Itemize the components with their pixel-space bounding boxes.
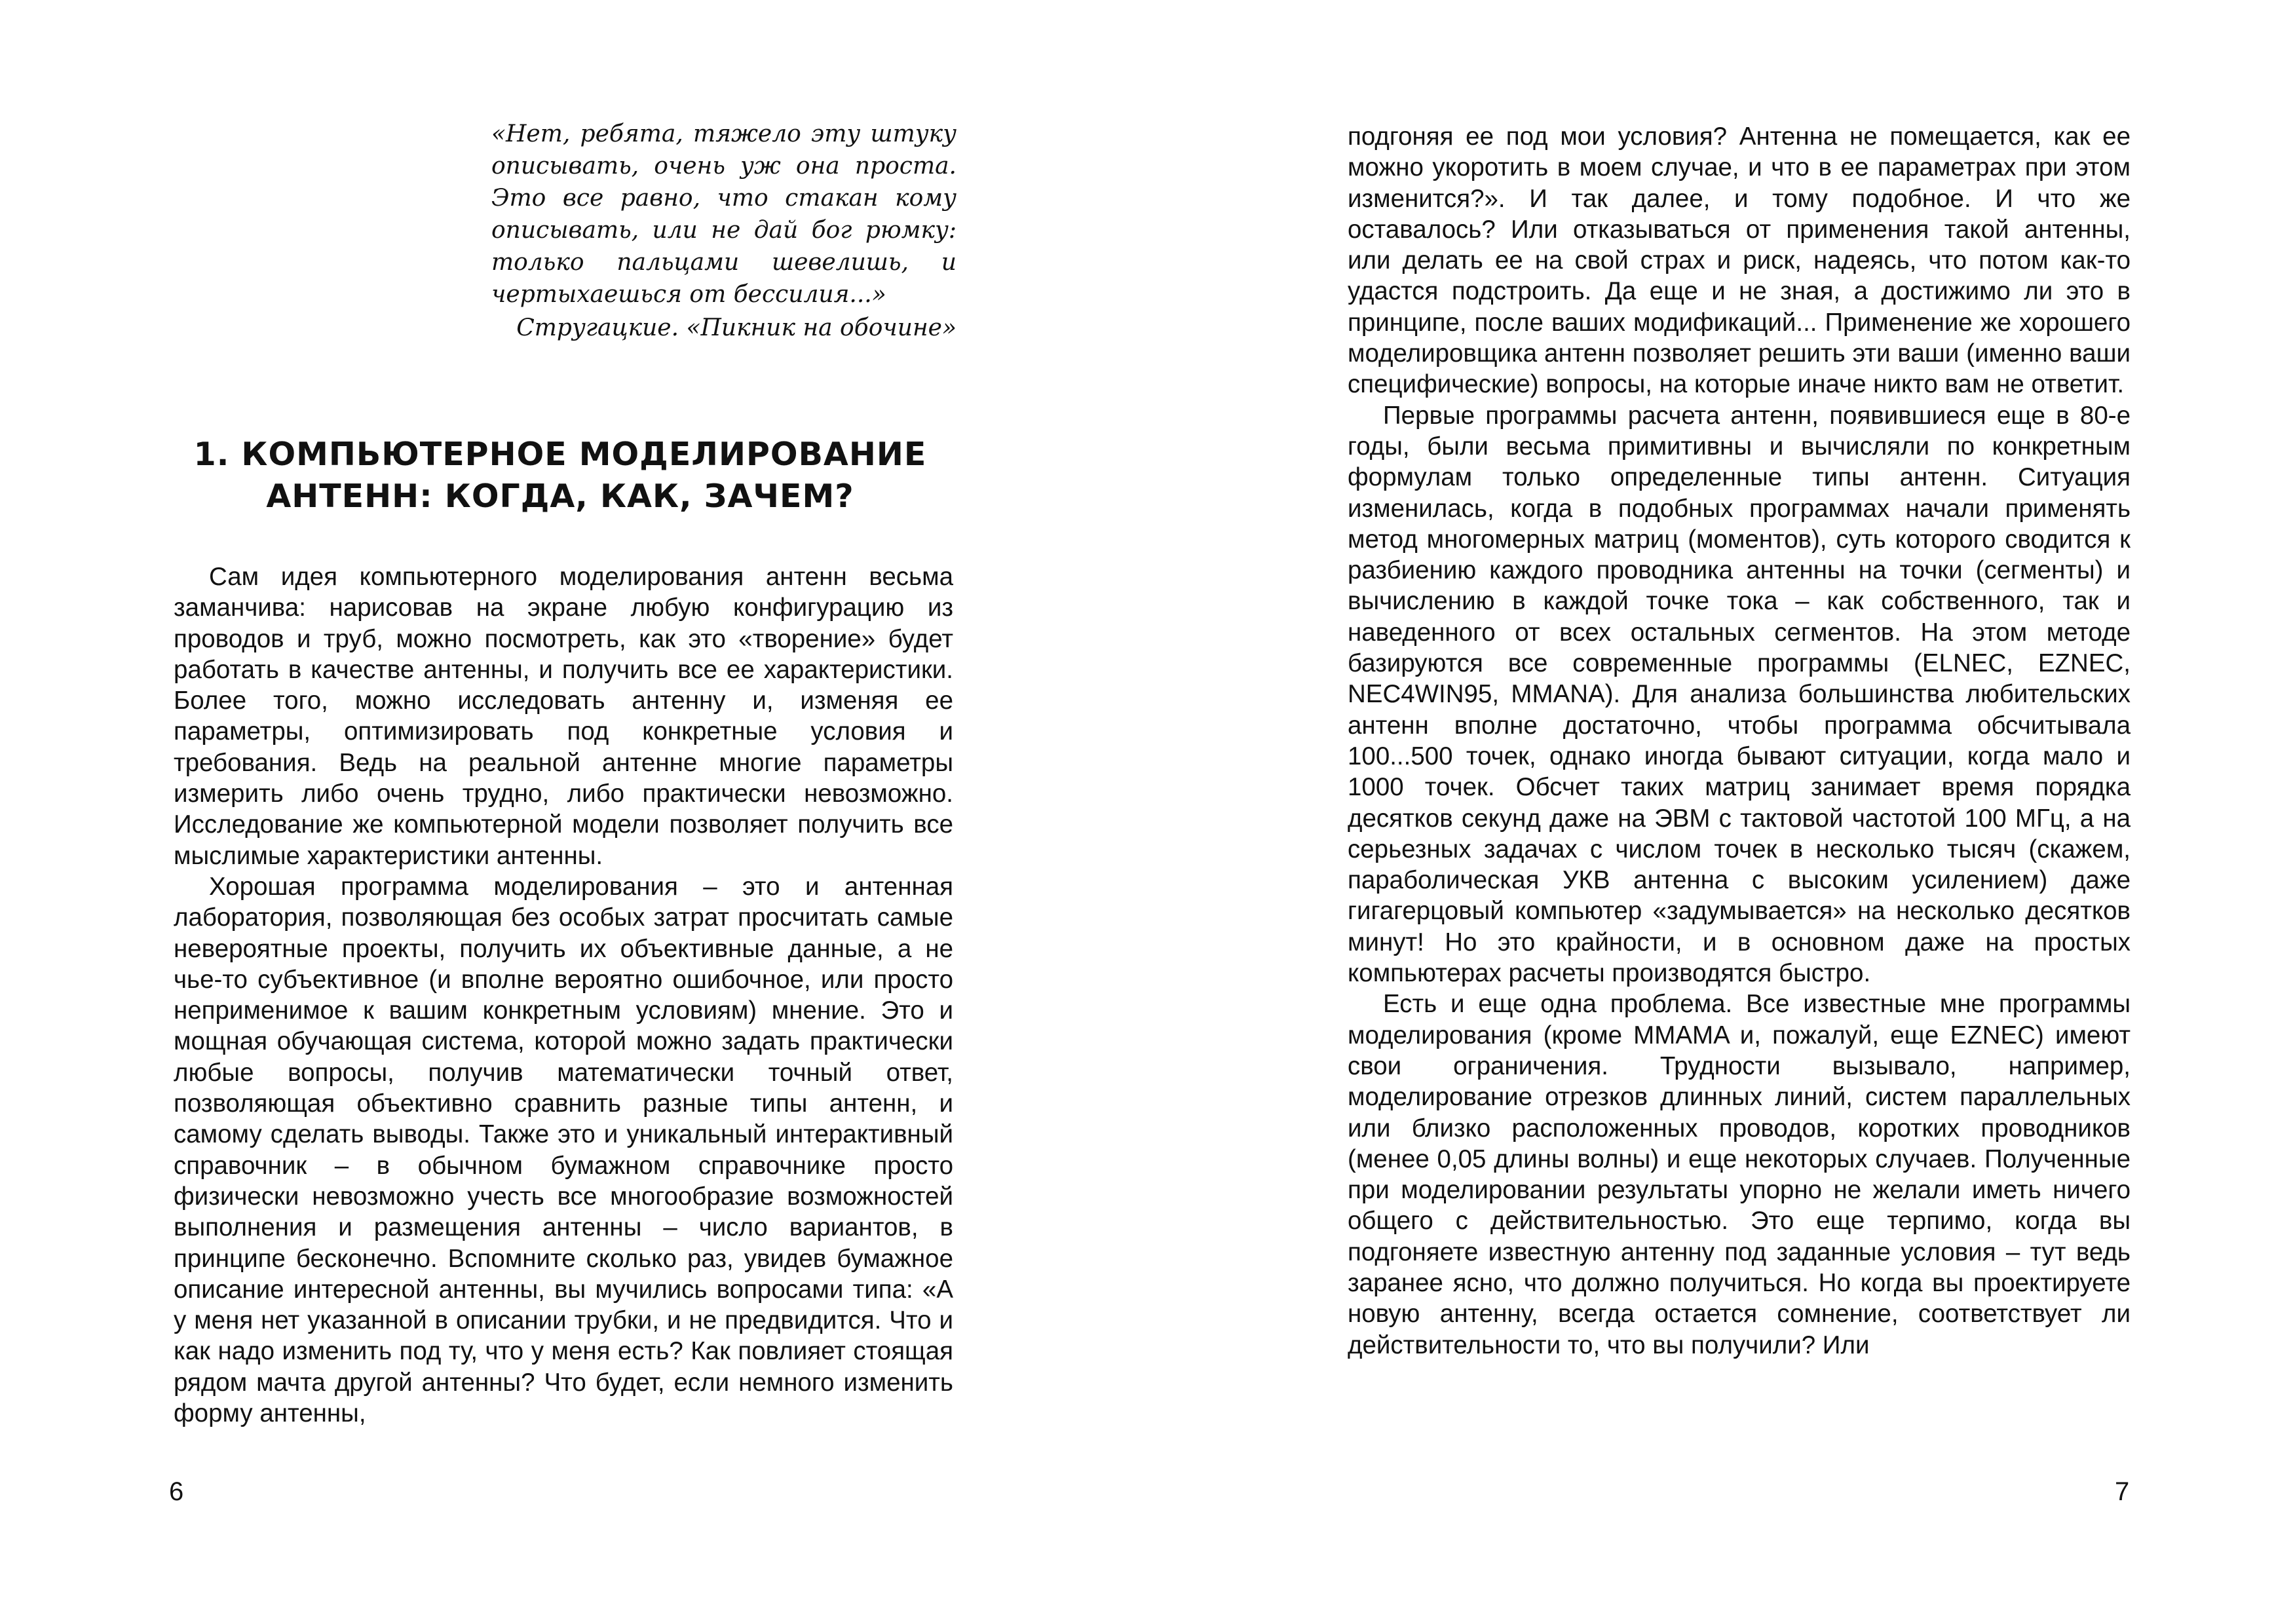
page-number: 6 [169, 1477, 184, 1506]
paragraph: Сам идея компьютерного моделирования антенн весьма заманчива: нарисовав на экране любую конфигурацию из проводов и труб, можно посмотреть, как это «творение» будет работать в качестве антенны, и получить все ее характеристики. Более того, можно исследовать антенну и, изменяя ее параметры, оптимизировать под конкретные условия и требования. Ведь на реальной антенне многие параметры измерить либо очень трудно, либо практически невозможно. Исследование же компьютерной модели позволяет получить все мыслимые характеристики антенны. [174, 563, 953, 870]
epigraph-quote: «Нет, ребята, тяжело эту штуку описывать, очень уж она проста. Это все равно, что стакан кому описывать, или не дай бог рюмку: только пальцами шевелишь, и чертыхаешься от бессилия...» [491, 121, 957, 308]
epigraph [491, 118, 957, 344]
chapter-title [164, 434, 957, 518]
paragraph: Есть и еще одна проблема. Все известные мне программы моделирования (кроме MMAMA и, пожалуй, еще EZNEC) имеют свои ограничения. Трудности вызывало, например, моделирование отрезков длинных линий, систем параллельных или близко расположенных проводов, коротких проводников (менее 0,05 длины волны) и еще некоторых случаев. Полученные при моделировании результаты упорно не желали иметь ничего общего с действительностью. Это еще терпимо, когда вы подгоняете известную антенну под заданные условия – тут ведь заранее ясно, что должно получиться. Но когда вы проектируете новую антенну, всегда остается сомнение, соответствует ли действительности то, что вы получили? Или [1348, 990, 2131, 1359]
paragraph: Первые программы расчета антенн, появившиеся еще в 80-е годы, были весьма примитивны и вычисляли по конкретным формулам только определенные типы антенн. Ситуация изменилась, когда в подобных программах начали применять метод многомерных матриц (моментов), суть которого сводится к разбиению каждого проводника антенны на точки (сегменты) и вычислению в каждой точке тока – как собственного, так и наведенного от всех остальных сегментов. На этом методе базируются все современные программы (ELNEC, EZNEC, NEC4WIN95, MMANA). Для анализа большинства любительских антенн вполне достаточно, чтобы программа обсчитывала 100...500 точек, однако иногда бывают ситуации, когда мало и 1000 точек. Обсчет таких матриц занимает время порядка десятков секунд даже на ЭВМ с тактовой частотой 100 МГц, а на серьезных задачах с числом точек в несколько тысяч (скажем, параболическая УКВ антенна с высоким усилением) даже гигагерцовый компьютер «задумывается» на несколько десятков минут! Но это крайности, и в основном даже на простых компьютерах расчеты производятся быстро. [1348, 401, 2131, 988]
right-page [1146, 0, 2293, 1624]
page-number: 7 [2115, 1477, 2130, 1506]
left-page [0, 0, 1146, 1624]
left-body-text [174, 561, 953, 1429]
right-body-text [1348, 121, 2131, 1361]
chapter-title-line-1: 1. КОМПЬЮТЕРНОЕ МОДЕЛИРОВАНИЕ [193, 436, 927, 473]
epigraph-attribution: Стругацкие. «Пикник на обочине» [516, 314, 957, 341]
paragraph: Хорошая программа моделирования – это и антенная лаборатория, позволяющая без особых затрат просчитать самые невероятные проекты, получить их объективные данные, а не чье-то субъективное (и вполне вероятно ошибочное, или просто неприменимое к вашим конкретным условиям) мнение. Это и мощная обучающая система, которой можно задать практически любые вопросы, получив математически точный ответ, позволяющая объективно сравнить разные типы антенн, и самому сделать выводы. Также это и уникальный интерактивный справочник – в обычном бумажном справочнике просто физически невозможно учесть все многообразие возможностей выполнения и размещения антенны – число вариантов, в принципе бесконечно. Вспомните сколько раз, увидев бумажное описание интересной антенны, вы мучились вопросами типа: «А у меня нет указанной в описании трубки, и не предвидится. Что и как надо изменить под ту, что у меня есть? Как повлияет стоящая рядом мачта другой антенны? Что будет, если немного изменить форму антенны, [174, 872, 953, 1428]
chapter-title-line-2: АНТЕНН: КОГДА, КАК, ЗАЧЕМ? [266, 478, 854, 515]
paragraph-continued: подгоняя ее под мои условия? Антенна не помещается, как ее можно укоротить в моем случае, и что в ее параметрах при этом изменится?». И так далее, и тому подобное. И что же оставалось? Или отказываться от применения такой антенны, или делать ее на свой страх и риск, надеясь, что потом как-то удастся подстроить. Да еще и не зная, а достижимо ли это в принципе, после ваших модификаций... Применение же хорошего моделировщика антенн позволяет решить эти ваши (именно ваши специфические) вопросы, на которые иначе никто вам не ответит. [1348, 123, 2131, 399]
